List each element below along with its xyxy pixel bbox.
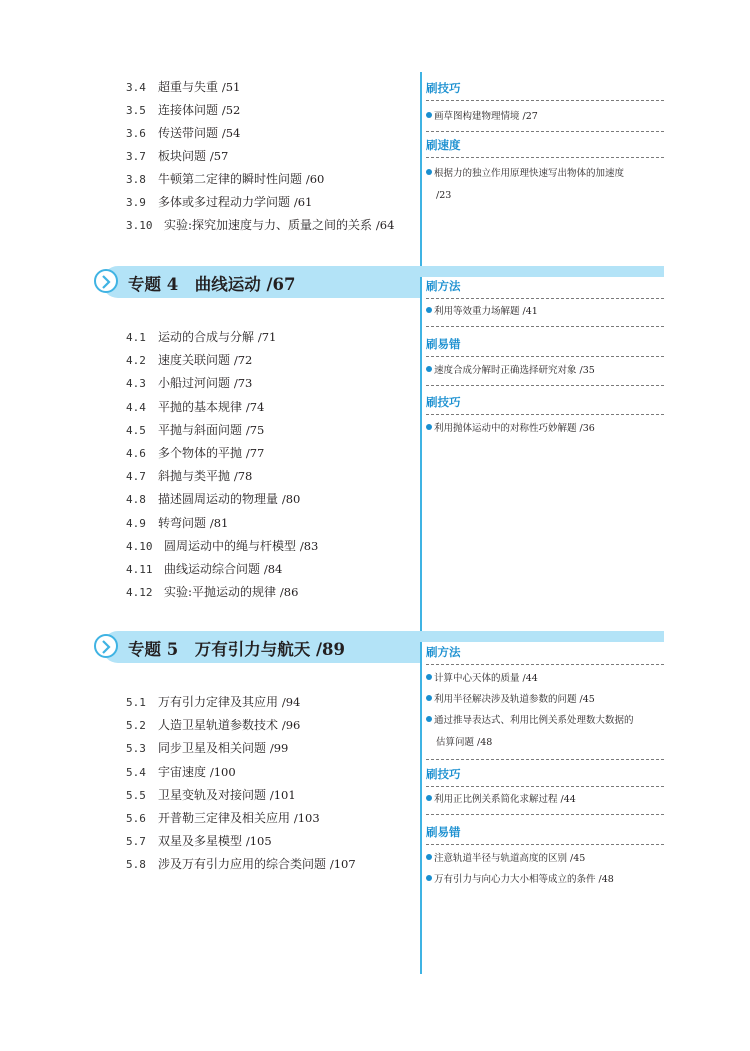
toc-item-page: /71 (257, 330, 277, 344)
category-header (426, 80, 664, 101)
toc-item-title: 转弯问题 (158, 515, 207, 530)
tips-sidebar (421, 0, 666, 1051)
bullet-dot-icon (426, 674, 432, 680)
tip-item[interactable] (426, 360, 664, 382)
bullet-dot-icon (426, 366, 432, 372)
toc-item[interactable] (126, 79, 240, 96)
tip-text: 估算问题 /48 (436, 737, 493, 748)
tip-item[interactable] (426, 869, 664, 891)
category-label: 刷方法 (426, 279, 461, 293)
toc-item[interactable] (126, 125, 240, 142)
tip-text: 通过推导表达式、利用比例关系处理数大数据的 (434, 715, 634, 726)
toc-item-number: 4.2 (126, 354, 146, 368)
toc-item-number: 5.7 (126, 835, 146, 849)
toc-item-number: 5.8 (126, 858, 146, 872)
toc-item-title: 万有引力定律及其应用 (158, 695, 279, 709)
toc-item[interactable] (126, 171, 324, 188)
toc-item-number: 4.7 (126, 470, 146, 484)
tip-text: 注意轨道半径与轨道高度的区别 /45 (434, 853, 586, 864)
toc-item[interactable] (126, 194, 312, 211)
toc-item-page: /99 (269, 741, 289, 756)
toc-item-page: /73 (233, 376, 253, 391)
toc-item-title: 连接体问题 (158, 103, 219, 117)
toc-item[interactable] (126, 422, 264, 439)
toc-item-number: 5.6 (126, 812, 146, 825)
tip-item[interactable] (426, 301, 664, 323)
toc-item-page: /57 (209, 149, 229, 163)
toc-item-number: 3.7 (126, 150, 146, 163)
tip-item[interactable] (426, 163, 664, 207)
toc-item-page: /78 (233, 469, 253, 484)
toc-item-number: 4.5 (126, 423, 146, 437)
bullet-dot-icon (426, 112, 432, 118)
toc-item-page: /107 (329, 857, 356, 872)
tip-text: 利用抛体运动中的对称性巧妙解题 /36 (434, 423, 595, 434)
category-label: 刷技巧 (426, 767, 461, 781)
toc-item-number: 4.12 (126, 586, 153, 600)
bullet-dot-icon (426, 695, 432, 701)
toc-item-number: 5.5 (126, 788, 146, 802)
category-label: 刷易错 (426, 337, 461, 351)
toc-item-number: 3.4 (126, 81, 146, 94)
category-header (426, 394, 664, 415)
tip-text: 利用正比例关系简化求解过程 /44 (434, 794, 576, 805)
toc-item-title: 开普勒三定律及相关应用 (158, 811, 291, 825)
category-header (426, 824, 664, 845)
bullet-dot-icon (426, 854, 432, 860)
topic-4-title: 专题 4 曲线运动 /67 (128, 275, 296, 294)
toc-item-title: 斜抛与类平抛 (158, 469, 231, 484)
toc-item-number: 4.10 (126, 539, 153, 553)
toc-item-page: /100 (209, 764, 236, 779)
toc-item-page: /64 (375, 218, 395, 232)
toc-item-page: /52 (221, 103, 241, 117)
toc-item-number: 4.9 (126, 516, 146, 530)
toc-item[interactable] (126, 217, 394, 234)
toc-item-title: 牛顿第二定律的瞬时性问题 (158, 172, 303, 186)
tip-text: 万有引力与向心力大小相等成立的条件 /48 (434, 874, 614, 885)
toc-item-page: /80 (281, 492, 301, 507)
tip-separator (426, 759, 664, 760)
toc-item-number: 4.1 (126, 331, 146, 344)
category-label: 刷技巧 (426, 395, 461, 409)
toc-item-page: /75 (245, 422, 265, 437)
toc-item-title: 实验:平抛运动的规律 (164, 585, 277, 600)
toc-item-number: 3.9 (126, 196, 146, 209)
bullet-dot-icon (426, 795, 432, 801)
toc-item[interactable] (126, 856, 356, 873)
category-header (426, 336, 664, 357)
toc-item-number: 5.4 (126, 765, 146, 779)
tip-item[interactable] (426, 710, 664, 754)
toc-item-page: /51 (221, 80, 241, 94)
tip-item[interactable] (426, 106, 664, 128)
chevron-right-icon (94, 269, 118, 293)
toc-item-page: /105 (245, 834, 272, 849)
toc-item-title: 曲线运动综合问题 (164, 562, 261, 576)
tip-separator (426, 814, 664, 815)
toc-item-page: /54 (221, 126, 241, 140)
tip-item[interactable] (426, 848, 664, 870)
tip-item[interactable] (426, 668, 664, 690)
toc-item-title: 涉及万有引力应用的综合类问题 (158, 857, 327, 872)
toc-item-title: 圆周运动中的绳与杆模型 (164, 538, 297, 553)
toc-item-title: 卫星变轨及对接问题 (158, 787, 267, 802)
tip-item[interactable] (426, 418, 664, 440)
toc-item[interactable] (126, 787, 296, 804)
toc-item-title: 多个物体的平抛 (158, 446, 243, 460)
toc-item-page: /81 (209, 515, 229, 530)
tip-separator (426, 326, 664, 327)
category-header (426, 766, 664, 787)
tip-item[interactable] (426, 689, 664, 711)
toc-item-title: 实验:探究加速度与力、质量之间的关系 (164, 218, 373, 232)
toc-item-title: 传送带问题 (158, 126, 219, 140)
toc-item[interactable] (126, 740, 288, 757)
toc-item[interactable] (126, 148, 228, 165)
chevron-right-icon (94, 634, 118, 658)
toc-item-title: 平抛的基本规律 (158, 399, 243, 414)
toc-item-page: /77 (245, 446, 265, 460)
tip-text: 速度合成分解时正确选择研究对象 /35 (434, 365, 595, 376)
category-header (426, 137, 664, 158)
toc-item[interactable] (126, 329, 276, 346)
toc-item-number: 4.8 (126, 493, 146, 507)
category-label: 刷易错 (426, 825, 461, 839)
bullet-dot-icon (426, 716, 432, 722)
tip-separator (426, 131, 664, 132)
toc-item-title: 平抛与斜面问题 (158, 422, 243, 437)
tip-text: 利用半径解决涉及轨道参数的问题 /45 (434, 694, 595, 705)
tip-separator (426, 385, 664, 386)
toc-item-number: 3.6 (126, 127, 146, 140)
bullet-dot-icon (426, 424, 432, 430)
tip-text: 画草图构建物理情境 /27 (434, 111, 538, 122)
toc-item[interactable] (126, 375, 252, 392)
category-label: 刷速度 (426, 138, 461, 152)
tip-item[interactable] (426, 789, 664, 811)
toc-item-number: 4.6 (126, 447, 146, 460)
tip-text: 根据力的独立作用原理快速写出物体的加速度 (434, 168, 625, 179)
category-header (426, 644, 664, 665)
toc-item-title: 超重与失重 (158, 80, 219, 94)
toc-item-page: /60 (305, 172, 325, 186)
toc-item[interactable] (126, 538, 318, 555)
toc-item-title: 描述圆周运动的物理量 (158, 492, 279, 507)
tip-text: /23 (436, 190, 452, 201)
toc-item-title: 运动的合成与分解 (158, 330, 255, 344)
toc-item-number: 5.1 (126, 696, 146, 709)
toc-item-number: 3.8 (126, 173, 146, 186)
toc-item[interactable] (126, 694, 300, 711)
toc-item[interactable] (126, 561, 282, 578)
toc-item-title: 同步卫星及相关问题 (158, 741, 267, 756)
toc-item-page: /84 (263, 562, 283, 576)
toc-item-title: 双星及多星模型 (158, 834, 243, 849)
toc-item-page: /101 (269, 787, 296, 802)
toc-item[interactable] (126, 764, 236, 781)
toc-item-page: /83 (299, 538, 319, 553)
toc-item-page: /61 (293, 195, 313, 209)
toc-item-number: 5.2 (126, 719, 146, 733)
toc-item[interactable] (126, 810, 320, 827)
bullet-dot-icon (426, 875, 432, 881)
toc-item-page: /86 (279, 585, 299, 600)
toc-item-page: /74 (245, 399, 265, 414)
toc-item[interactable] (126, 584, 298, 601)
toc-item-page: /96 (281, 718, 301, 733)
toc-item[interactable] (126, 102, 240, 119)
toc-item-title: 小船过河问题 (158, 376, 231, 391)
toc-item-number: 4.11 (126, 563, 153, 576)
toc-item-page: /72 (233, 353, 253, 368)
topic-5-title: 专题 5 万有引力与航天 /89 (128, 640, 345, 659)
toc-item[interactable] (126, 352, 252, 369)
bullet-dot-icon (426, 169, 432, 175)
toc-item-title: 板块问题 (158, 149, 207, 163)
toc-item[interactable] (126, 833, 272, 850)
toc-item[interactable] (126, 445, 264, 462)
toc-item-number: 3.10 (126, 219, 153, 232)
toc-item-number: 4.3 (126, 377, 146, 391)
toc-item-title: 多体或多过程动力学问题 (158, 195, 291, 209)
toc-item[interactable] (126, 491, 300, 508)
toc-item[interactable] (126, 515, 228, 532)
toc-item-title: 速度关联问题 (158, 353, 231, 368)
toc-item[interactable] (126, 468, 252, 485)
category-header (426, 278, 664, 299)
bullet-dot-icon (426, 307, 432, 313)
toc-item-title: 宇宙速度 (158, 764, 207, 779)
toc-item-page: /94 (281, 695, 301, 709)
tip-text: 计算中心天体的质量 /44 (434, 673, 538, 684)
toc-item-number: 3.5 (126, 104, 146, 117)
toc-item-number: 4.4 (126, 400, 146, 414)
category-label: 刷方法 (426, 645, 461, 659)
toc-item-number: 5.3 (126, 742, 146, 756)
tip-text: 利用等效重力场解题 /41 (434, 306, 538, 317)
category-label: 刷技巧 (426, 81, 461, 95)
toc-item-page: /103 (293, 811, 320, 825)
toc-item[interactable] (126, 717, 300, 734)
toc-item-title: 人造卫星轨道参数技术 (158, 718, 279, 733)
toc-item[interactable] (126, 399, 264, 416)
